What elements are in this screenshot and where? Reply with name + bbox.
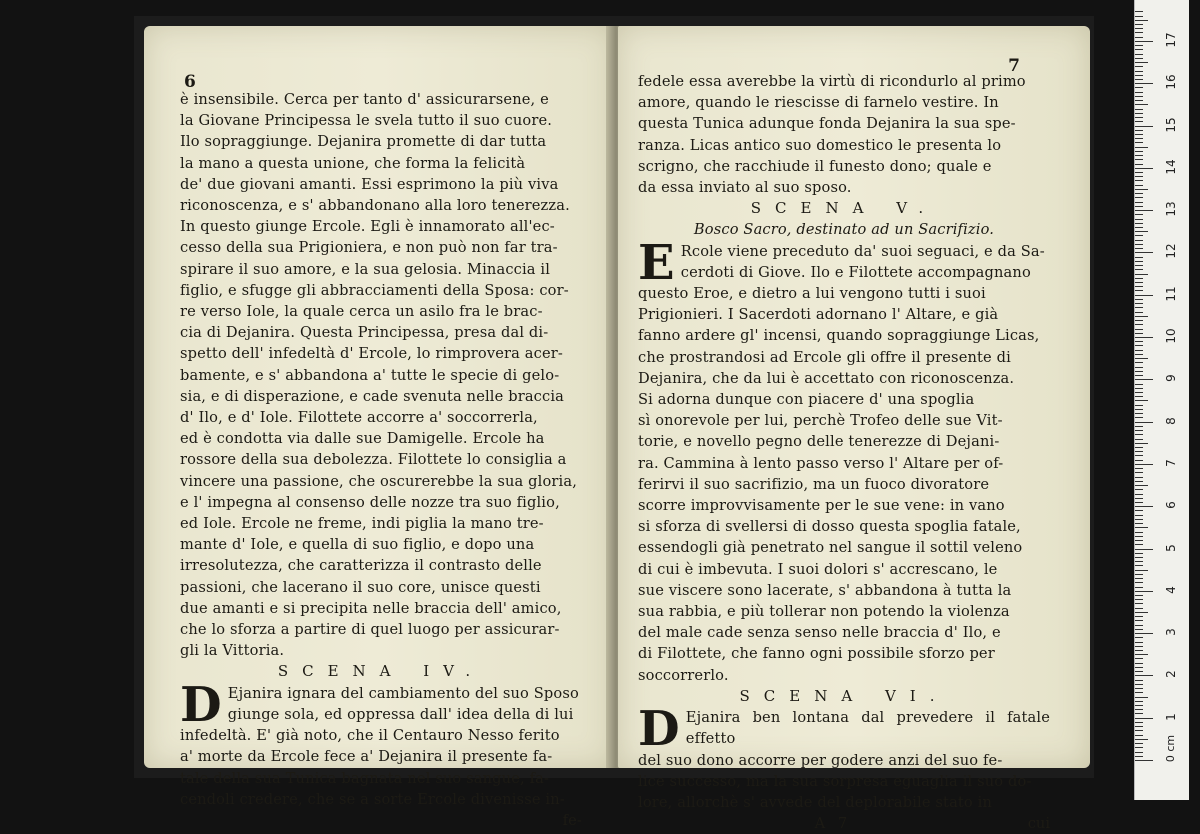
ruler-tick: [1135, 510, 1143, 511]
text-line: tale della sua Tunica bagnata nel suo sangue, fa-: [180, 769, 550, 787]
ruler-tick: [1135, 176, 1143, 177]
text-line: ra. Cammina à lento passo verso l' Altare per of-: [638, 454, 1004, 472]
ruler-tick: [1135, 400, 1148, 401]
ruler-tick: [1135, 515, 1143, 516]
left-page: [144, 26, 614, 829]
ruler-tick: [1135, 206, 1143, 207]
signature-mark: [638, 813, 1050, 834]
ruler-tick: [1135, 138, 1143, 139]
ruler-tick: [1135, 718, 1153, 719]
ruler-tick: [1135, 743, 1143, 744]
ruler-tick: [1135, 582, 1143, 583]
right-page-text: [638, 71, 1050, 834]
ruler-tick: [1135, 760, 1153, 761]
ruler-tick: [1135, 66, 1143, 67]
text-line: ranza. Licas antico suo domestico le presenta lo: [638, 136, 1002, 154]
ruler-tick: [1135, 705, 1143, 706]
text-line: da essa inviato al suo sposo.: [638, 179, 852, 197]
text-line: lore, allorchè s' avvede del deplorabile stato in: [638, 793, 993, 811]
text-line: Ilo sopraggiunge. Dejanira promette di dar tutta: [180, 133, 547, 151]
ruler-tick: [1135, 523, 1143, 524]
text-line: ed Iole. Ercole ne freme, indi piglia la mano tre-: [180, 515, 544, 533]
ruler-tick: [1135, 599, 1143, 600]
ruler-tick: [1135, 625, 1143, 626]
ruler-tick: [1135, 502, 1143, 503]
ruler-tick: [1135, 142, 1143, 143]
ruler-tick: [1135, 75, 1143, 76]
ruler-tick: [1135, 155, 1143, 156]
ruler-tick: [1135, 485, 1148, 486]
ruler-tick: [1135, 464, 1153, 465]
ruler-tick: [1135, 578, 1143, 579]
ruler-tick: [1135, 697, 1148, 698]
text-line: ed è condotta via dalle sue Damigelle. Ercole ha: [180, 430, 545, 448]
ruler-tick: [1135, 269, 1143, 270]
page-number-left: 6: [184, 72, 196, 92]
text-line: gli la Vittoria.: [180, 642, 285, 660]
measuring-ruler: [1134, 0, 1189, 800]
text-line: de' due giovani amanti. Essi esprimono la più viva: [180, 175, 559, 193]
ruler-tick: [1135, 337, 1153, 338]
text-line: scorre improvvisamente per le sue vene: in vano: [638, 497, 1005, 515]
ruler-tick: [1135, 307, 1143, 308]
ruler-tick: [1135, 147, 1148, 148]
ruler-tick: [1135, 79, 1143, 80]
text-line: vincere una passione, che oscurerebbe la sua gloria,: [180, 472, 577, 490]
text-line: lice successo, ma la sua sorpresa eguaglia il suo do-: [638, 772, 1032, 790]
scene-heading-vi: SCENA VI.: [739, 686, 949, 705]
ruler-tick: [1135, 345, 1143, 346]
ruler-number: 2: [1164, 670, 1178, 679]
ruler-tick: [1135, 180, 1143, 181]
ruler-number: 11: [1164, 286, 1178, 302]
text-line: fedele essa averebbe la virtù di ricondurlo al primo: [638, 73, 1026, 90]
ruler-tick: [1135, 151, 1143, 152]
text-line: che prostrandosi ad Ercole gli offre il presente di: [638, 348, 1011, 366]
ruler-tick: [1135, 358, 1148, 359]
ruler-tick: [1135, 104, 1148, 105]
ruler-tick: [1135, 608, 1143, 609]
ruler-tick: [1135, 489, 1143, 490]
ruler-tick: [1135, 561, 1143, 562]
ruler-number: 14: [1164, 159, 1178, 175]
ruler-tick: [1135, 100, 1143, 101]
ruler-tick: [1135, 654, 1148, 655]
ruler-tick: [1135, 726, 1143, 727]
ruler-tick: [1135, 646, 1143, 647]
text-line: è insensibile. Cerca per tanto d' assicurarsene, e: [180, 91, 549, 108]
ruler-unit-label: 0 cm: [1164, 734, 1178, 763]
ruler-tick: [1135, 231, 1148, 232]
ruler-tick: [1135, 113, 1143, 114]
drop-cap: D: [638, 701, 680, 758]
text-line: che lo sforza a partire di quel luogo per assicurar-: [180, 621, 560, 639]
text-line: ferirvi il suo sacrifizio, ma un fuoco divoratore: [638, 475, 990, 493]
ruler-tick: [1135, 341, 1143, 342]
ruler-tick: [1135, 405, 1143, 406]
ruler-tick: [1135, 468, 1143, 469]
ruler-tick: [1135, 409, 1143, 410]
right-body: [638, 71, 1050, 198]
ruler-tick: [1135, 295, 1153, 296]
right-page: [618, 26, 1090, 833]
text-line: cerdoti di Giove. Ilo e Filottete accompagnano: [680, 263, 1031, 281]
ruler-number: 1: [1164, 712, 1178, 721]
ruler-tick: [1135, 193, 1143, 194]
ruler-tick: [1135, 713, 1143, 714]
text-line: due amanti e si precipita nelle braccia dell' amico,: [180, 599, 562, 617]
ruler-tick: [1135, 49, 1143, 50]
drop-cap: E: [638, 234, 675, 291]
ruler-tick: [1135, 417, 1143, 418]
ruler-tick: [1135, 430, 1143, 431]
ruler-tick: [1135, 684, 1143, 685]
text-line: essendogli già penetrato nel sangue il sottil veleno: [638, 539, 1023, 557]
signature: A 7: [814, 815, 852, 833]
ruler-tick: [1135, 519, 1143, 520]
scene-v-body: [638, 234, 1050, 686]
ruler-tick: [1135, 709, 1143, 710]
ruler-tick: [1135, 16, 1143, 17]
ruler-tick: [1135, 527, 1148, 528]
ruler-tick: [1135, 549, 1153, 550]
ruler-tick: [1135, 197, 1143, 198]
ruler-tick: [1135, 667, 1143, 668]
ruler-tick: [1135, 324, 1143, 325]
text-line: del suo dono accorre per godere anzi del suo fe-: [638, 751, 1003, 769]
ruler-tick: [1135, 472, 1143, 473]
scene-setting: Bosco Sacro, destinato ad un Sacrifizio.: [693, 221, 995, 239]
text-line: passioni, che lacerano il suo core, unisce questi: [180, 578, 541, 596]
ruler-tick: [1135, 603, 1143, 604]
ruler-tick: [1135, 248, 1143, 249]
ruler-tick: [1135, 172, 1143, 173]
ruler-number: 17: [1164, 32, 1178, 48]
ruler-tick: [1135, 633, 1153, 634]
ruler-tick: [1135, 303, 1143, 304]
ruler-tick: [1135, 240, 1143, 241]
ruler-tick: [1135, 252, 1153, 253]
ruler-tick: [1135, 354, 1143, 355]
ruler-tick: [1135, 388, 1143, 389]
text-line: di cui è imbevuta. I suoi dolori s' accrescano, le: [638, 560, 998, 578]
text-line: re verso Iole, la quale cerca un asilo fra le brac-: [180, 303, 543, 321]
ruler-tick: [1135, 189, 1148, 190]
text-line: amore, quando le riescisse di farnelo vestire. In: [638, 94, 999, 112]
ruler-number: 8: [1164, 416, 1178, 425]
ruler-tick: [1135, 692, 1143, 693]
ruler-number: 10: [1164, 328, 1178, 344]
ruler-tick: [1135, 752, 1143, 753]
ruler-tick: [1135, 587, 1143, 588]
text-line: cia di Dejanira. Questa Principessa, presa dal di-: [180, 324, 549, 342]
ruler-tick: [1135, 11, 1143, 12]
ruler-tick: [1135, 455, 1143, 456]
ruler-tick: [1135, 92, 1143, 93]
ruler-tick: [1135, 570, 1148, 571]
text-line: questo Eroe, e dietro a lui vengono tutti i suoi: [638, 285, 986, 303]
ruler-number: 3: [1164, 628, 1178, 636]
text-line: del male cade senza senso nelle braccia d' Ilo, e: [638, 624, 1001, 642]
drop-cap: D: [180, 676, 222, 733]
ruler-number: 7: [1164, 459, 1178, 467]
ruler-number: 13: [1164, 201, 1178, 217]
ruler-tick: [1135, 282, 1143, 283]
ruler-tick: [1135, 54, 1143, 55]
ruler-tick: [1135, 134, 1143, 135]
ruler-tick: [1135, 629, 1143, 630]
text-line: riconoscenza, e s' abbandonano alla loro tenerezza.: [180, 197, 570, 215]
ruler-tick: [1135, 159, 1143, 160]
ruler-tick: [1135, 434, 1143, 435]
text-line: Rcole viene preceduto da' suoi seguaci, e da Sa-: [680, 242, 1045, 260]
catchword: fe-: [562, 811, 582, 829]
scene-heading-iv: SCENA IV.: [277, 662, 485, 681]
ruler-tick: [1135, 367, 1143, 368]
ruler-tick: [1135, 58, 1143, 59]
text-line: d' Ilo, e d' Iole. Filottete accorre a' soccorrerla,: [180, 409, 538, 427]
ruler-tick: [1135, 96, 1143, 97]
text-line: si sforza di svellersi di dosso questa spoglia fatale,: [638, 518, 1021, 536]
ruler-tick: [1135, 257, 1143, 258]
ruler-tick: [1135, 362, 1143, 363]
text-line: a' morte da Ercole fece a' Dejanira il presente fa-: [180, 748, 553, 766]
text-line: rossore della sua debolezza. Filottete lo consiglia a: [180, 451, 567, 469]
text-line: Ejanira ignara del cambiamento del suo Sposo: [227, 684, 579, 702]
ruler-tick: [1135, 722, 1143, 723]
ruler-tick: [1135, 235, 1143, 236]
ruler-tick: [1135, 451, 1143, 452]
text-line: Prigionieri. I Sacerdoti adornano l' Altare, e già: [638, 306, 999, 324]
ruler-tick: [1135, 735, 1143, 736]
text-line: irresolutezza, che caratterizza il contrasto delle: [180, 557, 542, 575]
ruler-tick: [1135, 185, 1143, 186]
ruler-tick: [1135, 650, 1143, 651]
ruler-tick: [1135, 32, 1143, 33]
ruler-tick: [1135, 688, 1143, 689]
ruler-tick: [1135, 126, 1153, 127]
ruler-tick: [1135, 422, 1153, 423]
ruler-tick: [1135, 413, 1143, 414]
text-line: cendoli credere, che se a sorte Ercole divenisse in-: [180, 790, 565, 808]
ruler-tick: [1135, 299, 1143, 300]
ruler-tick: [1135, 642, 1143, 643]
ruler-tick: [1135, 426, 1143, 427]
ruler-tick: [1135, 595, 1143, 596]
text-line: Dejanira, che da lui è accettato con riconoscenza.: [638, 369, 1015, 387]
ruler-number: 16: [1164, 74, 1178, 90]
text-line: e l' impegna al consenso delle nozze tra suo figlio,: [180, 493, 560, 511]
ruler-tick: [1135, 214, 1143, 215]
ruler-tick: [1135, 219, 1143, 220]
text-line: fanno ardere gl' incensi, quando sopraggiunge Licas,: [638, 327, 1040, 345]
ruler-tick: [1135, 244, 1143, 245]
ruler-tick: [1135, 168, 1153, 169]
ruler-tick: [1135, 680, 1143, 681]
ruler-tick: [1135, 498, 1143, 499]
ruler-tick: [1135, 278, 1143, 279]
text-line: mante d' Iole, e quella di suo figlio, e dopo una: [180, 536, 535, 554]
text-line: questa Tunica adunque fonda Dejanira la sua spe-: [638, 115, 1016, 133]
ruler-tick: [1135, 620, 1143, 621]
ruler-tick: [1135, 164, 1143, 165]
ruler-tick: [1135, 730, 1143, 731]
ruler-tick: [1135, 109, 1143, 110]
page-number-right: 7: [1008, 56, 1020, 76]
text-line: soccorrerlo.: [638, 666, 729, 684]
ruler-tick: [1135, 41, 1153, 42]
catchword: cui: [1027, 815, 1050, 833]
ruler-tick: [1135, 532, 1143, 533]
ruler-tick: [1135, 87, 1143, 88]
text-line: la Giovane Principessa le svela tutto il suo cuore.: [180, 112, 553, 130]
ruler-tick: [1135, 227, 1143, 228]
ruler-number: 6: [1164, 501, 1178, 510]
ruler-tick: [1135, 675, 1153, 676]
ruler-tick: [1135, 477, 1143, 478]
left-body: [180, 89, 582, 661]
scene-iv-body: [180, 676, 582, 810]
ruler-tick: [1135, 544, 1143, 545]
text-line: sua rabbia, e più tollerar non potendo la violenza: [638, 603, 1010, 621]
ruler-tick: [1135, 494, 1143, 495]
ruler-tick: [1135, 443, 1148, 444]
ruler-tick: [1135, 565, 1143, 566]
ruler-tick: [1135, 28, 1143, 29]
text-line: Ejanira ben lontana dal prevedere il fatale effetto: [685, 709, 1050, 748]
scene-vi-body: [638, 701, 1050, 813]
ruler-tick: [1135, 202, 1143, 203]
ruler-tick: [1135, 375, 1143, 376]
ruler-tick: [1135, 447, 1143, 448]
ruler-tick: [1135, 316, 1148, 317]
ruler-number: 9: [1164, 374, 1178, 383]
ruler-tick: [1135, 747, 1143, 748]
ruler-tick: [1135, 210, 1153, 211]
ruler-tick: [1135, 658, 1143, 659]
ruler-tick: [1135, 329, 1143, 330]
ruler-tick: [1135, 20, 1148, 21]
ruler-tick: [1135, 62, 1148, 63]
ruler-tick: [1135, 265, 1143, 266]
text-line: sue viscere sono lacerate, s' abbandona à tutta la: [638, 581, 1012, 599]
ruler-tick: [1135, 557, 1143, 558]
ruler-tick: [1135, 223, 1143, 224]
ruler-number: 12: [1164, 243, 1178, 260]
ruler-tick: [1135, 261, 1143, 262]
ruler-tick: [1135, 506, 1153, 507]
scene-heading-v: SCENA V.: [750, 199, 938, 218]
ruler-tick: [1135, 536, 1143, 537]
text-line: spirare il suo amore, e la sua gelosia. Minaccia il: [180, 260, 551, 278]
text-line: scrigno, che racchiude il funesto dono; quale e: [638, 157, 992, 175]
ruler-tick: [1135, 312, 1143, 313]
ruler-tick: [1135, 616, 1143, 617]
ruler-tick: [1135, 83, 1153, 84]
ruler-tick: [1135, 37, 1143, 38]
open-book: [134, 16, 1094, 833]
ruler-tick: [1135, 756, 1143, 757]
ruler-tick: [1135, 371, 1143, 372]
ruler-tick: [1135, 591, 1153, 592]
ruler-tick: [1135, 320, 1143, 321]
text-line: cesso della sua Prigioniera, e non può non far tra-: [180, 239, 558, 257]
ruler-tick: [1135, 290, 1143, 291]
ruler-tick: [1135, 350, 1143, 351]
ruler-tick: [1135, 117, 1143, 118]
text-line: Si adorna dunque con piacere d' una spoglia: [638, 391, 975, 409]
text-line: la mano a questa unione, che forma la felicità: [180, 154, 526, 172]
text-line: figlio, e sfugge gli abbracciamenti della Sposa: cor-: [180, 281, 569, 299]
left-page-text: [180, 89, 582, 831]
ruler-number: 5: [1164, 543, 1178, 552]
text-line: infedeltà. E' già noto, che il Centauro Nesso ferito: [180, 727, 560, 745]
ruler-tick: [1135, 130, 1143, 131]
ruler-tick: [1135, 392, 1143, 393]
text-line: spetto dell' infedeltà d' Ercole, lo rimprovera acer-: [180, 345, 563, 363]
ruler-tick: [1135, 671, 1143, 672]
ruler-tick: [1135, 384, 1143, 385]
text-line: In questo giunge Ercole. Egli è innamorato all'ec-: [180, 218, 555, 236]
ruler-tick: [1135, 379, 1153, 380]
ruler-tick: [1135, 396, 1143, 397]
text-line: di Filottete, che fanno ogni possibile sforzo per: [638, 645, 995, 663]
text-line: giunge sola, ed oppressa dall' idea della di lui: [227, 705, 574, 723]
ruler-tick: [1135, 612, 1148, 613]
text-line: bamente, e s' abbandona a' tutte le specie di gelo-: [180, 366, 560, 384]
ruler-tick: [1135, 45, 1143, 46]
ruler-tick: [1135, 481, 1143, 482]
ruler-tick: [1135, 701, 1143, 702]
ruler-tick: [1135, 121, 1143, 122]
ruler-tick: [1135, 274, 1148, 275]
ruler-tick: [1135, 286, 1143, 287]
ruler-tick: [1135, 333, 1143, 334]
ruler-number: 15: [1164, 116, 1178, 133]
ruler-tick: [1135, 460, 1143, 461]
ruler-tick: [1135, 574, 1143, 575]
text-line: torie, e novello pegno delle tenerezze di Dejani-: [638, 433, 1000, 451]
text-line: sì onorevole per lui, perchè Trofeo delle sue Vit-: [638, 412, 1003, 430]
ruler-tick: [1135, 663, 1143, 664]
text-line: sia, e di disperazione, e cade svenuta nelle braccia: [180, 387, 564, 405]
ruler-tick: [1135, 439, 1143, 440]
ruler-number: 4: [1164, 585, 1178, 594]
ruler-tick: [1135, 739, 1148, 740]
ruler-tick: [1135, 71, 1143, 72]
ruler-tick: [1135, 637, 1143, 638]
ruler-tick: [1135, 24, 1143, 25]
ruler-tick: [1135, 553, 1143, 554]
ruler-tick: [1135, 540, 1143, 541]
